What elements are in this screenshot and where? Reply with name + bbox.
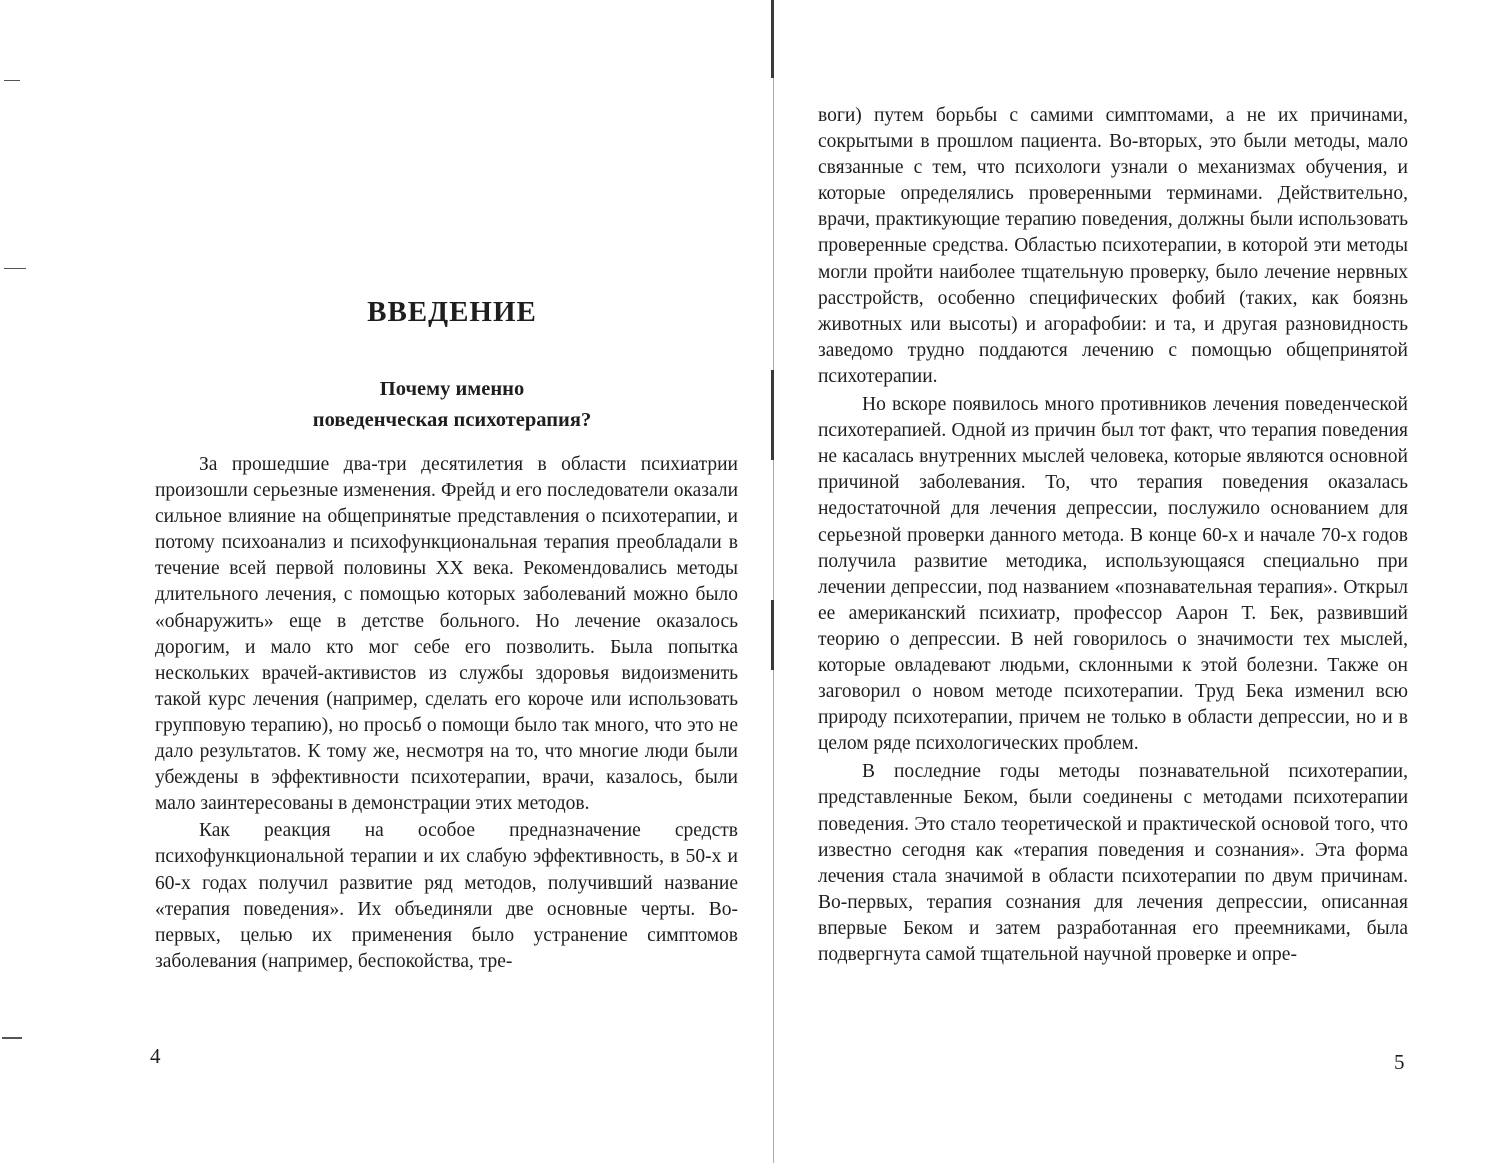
section-title-line-1: Почему именно	[379, 378, 525, 400]
scan-speck	[4, 80, 20, 81]
section-title-line-2: поведенческая психотерапия?	[312, 409, 592, 431]
gutter-shadow-middle	[771, 370, 774, 460]
paragraph: Как реакция на особое предназначение средств психофункциональной терапии и их слабую эффективность, в 50-х и 60-х годах получил развитие ряд методов, получивший название «терапия поведения». Их объединяли две основные черты. Во-первых, целью их применения было устранение симптомов заболевания (например, беспокойства, тре-	[155, 820, 738, 972]
section-title	[150, 374, 754, 436]
scan-speck	[2, 1037, 22, 1039]
gutter-shadow-top	[771, 0, 774, 78]
right-page	[818, 0, 1410, 1163]
paragraph: Но вскоре появилось много противников лечения поведенческой психотерапией. Одной из причин был тот факт, что терапия поведения не касалась внутренних мыслей человека, которые являются основной причиной заболевания. То, что терапия поведения оказалась недостаточной для лечения депрессии, послужило основанием для серьезной проверки данного метода. В конце 60-х и начале 70-х годов получила развитие методика, использующаяся специально при лечении депрессии, под названием «познавательная терапия». Открыл ее американский психиатр, профессор Аарон Т. Бек, развивший теорию о депрессии. В ней говорилось о значимости тех мыслей, которые овладевают людьми, склонными к этой болезни. Также он заговорил о новом методе психотерапии. Труд Бека изменил всю природу психотерапии, причем не только в области депрессии, но и в целом ряде психологических проблем.	[818, 394, 1408, 755]
page-number: 4	[150, 1044, 161, 1068]
left-page-body	[155, 452, 738, 975]
scan-speck	[4, 268, 26, 269]
page-number: 5	[1394, 1050, 1405, 1074]
paragraph: В последние годы методы познавательной психотерапии, представленные Беком, были соединены с методами психотерапии поведения. Это стало теоретической и практической основой того, что известно сегодня как «терапия поведения и сознания». Эта форма лечения стала значимой в области психотерапии по двум причинам. Во-первых, терапия сознания для лечения депрессии, описанная впервые Беком и затем разработанная его преемниками, была подвергнута самой тщательной научной проверке и опре-	[818, 761, 1408, 965]
chapter-title: ВВЕДЕНИЕ	[367, 296, 537, 328]
right-page-body	[818, 103, 1408, 968]
gutter-shadow-lower	[771, 600, 774, 670]
page-gutter	[773, 0, 774, 1163]
paragraph-continued: воги) путем борьбы с самими симптомами, а не их причинами, сокрытыми в прошлом пациента. Во-вторых, это были методы, мало связанные с тем, что психологи узнали о механизмах обучения, и которые определялись проверенными терминами. Действительно, врачи, практикующие терапию поведения, должны были использовать проверенные средства. Областью психотерапии, в которой эти методы могли пройти наиболее тщательную проверку, было лечение нервных расстройств, особенно специфических фобий (таких, как боязнь животных или высоты) и агорафобии: и та, и другая разновидность заведомо трудно поддаются лечению с помощью общепринятой психотерапии.	[818, 105, 1408, 387]
paragraph: За прошедшие два-три десятилетия в области психиатрии произошли серьезные изменения. Фрейд и его последователи оказали сильное влияние на общепринятые представления о психотерапии, и потому психоанализ и психофункциональная терапия преобладали в течение всей первой половины XX века. Рекомендовались методы длительного лечения, с помощью которых заболеваний можно было «обнаружить» еще в детстве больного. Но лечение оказалось дорогим, и мало кто мог себе его позволить. Была попытка нескольких врачей-активистов из службы здоровья видоизменить такой курс лечения (например, сделать его короче или использовать групповую терапию), но просьб о помощи было так много, что это не дало результатов. К тому же, несмотря на то, что многие люди были убеждены в эффективности психотерапии, врачи, казалось, были мало заинтересованы в демонстрации этих методов.	[155, 454, 738, 815]
left-page	[150, 0, 740, 1163]
